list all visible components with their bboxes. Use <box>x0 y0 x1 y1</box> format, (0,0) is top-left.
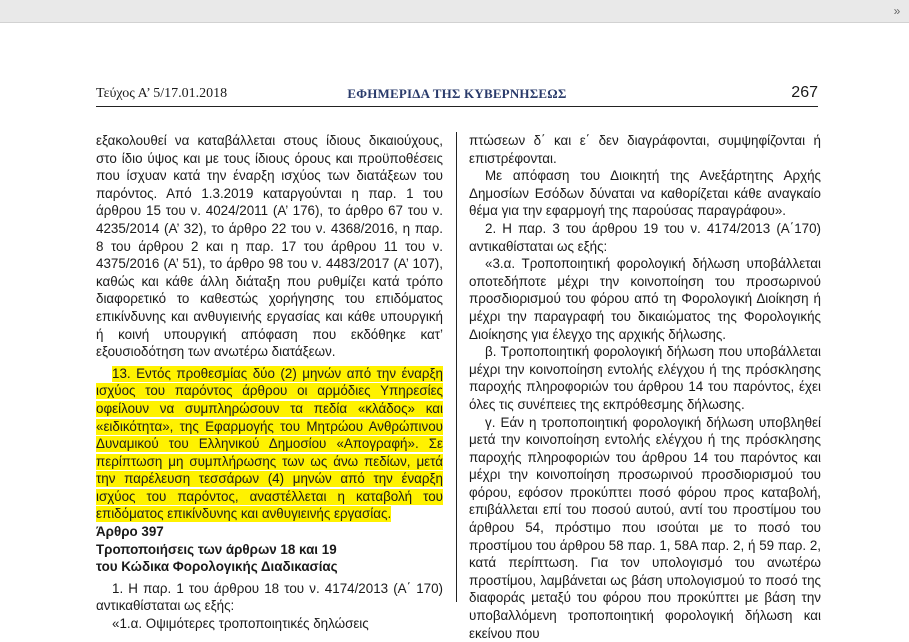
right-paragraph-1: πτώσεων δ΄ και ε΄ δεν διαγράφονται, συμψηφίζονται ή επιστρέφονται. <box>469 132 821 167</box>
left-paragraph-1: εξακολουθεί να καταβάλλεται στους ίδιους δικαιούχους, στο ίδιο ύψος και με τους ίδιους όρους και προϋποθέσεις που ίσχυαν κατά την έναρξη ισχύος των διατάξεων του παρόντος. Από 1.3.2019 καταργούνται η παρ. 1 του άρθρου 15 του ν. 4024/2011 (Α’ 176), το άρθρο 67 του ν. 4235/2014 (Α’ 32), το άρθρο 22 του ν. 4368/2016, η παρ. 8 του άρθρου 2 και η παρ. 17 του άρθρου 11 του ν. 4375/2016 (Α’ 51), το άρθρο 98 του ν. 4483/2017 (Α’ 107), καθώς και κάθε άλλη διάταξη που ρυθμίζει κατά τρόπο διαφορετικό το καθεστώς χορήγησης του επιδόματος επικίνδυνης και ανθυγιεινής εργασίας και κάθε υπουργική ή κοινή υπουργική απόφαση που εκδόθηκε κατ’ εξουσιοδότηση των ανωτέρω διατάξεων. <box>96 132 443 361</box>
issue-label: Τεύχος Α’ 5/17.01.2018 <box>96 86 227 102</box>
highlighted-text: 13. Εντός προθεσμίας δύο (2) μηνών από την έναρξη ισχύος του παρόντος άρθρου οι αρμόδιες Υπηρεσίες οφείλουν να συμπληρώσουν τα πεδία «κλάδος» και «ειδικότητα», της Εφαρμογής του Μητρώου Ανθρώπινου Δυναμικού του Ελληνικού Δημοσίου «Απογραφή». Σε περίπτωση μη συμπλήρωσης των ως άνω πεδίων, μετά την παρέλευση τεσσάρων (4) μηνών από την έναρξη ισχύος του παρόντος, αναστέλλεται η καταβολή του επιδόματος επικίνδυνης και ανθυγιεινής εργασίας. <box>96 366 443 523</box>
page-header <box>96 84 818 107</box>
right-paragraph-5: β. Τροποποιητική φορολογική δήλωση που υποβάλλεται μέχρι την κοινοποίηση εντολής ελέγχου ή της πρόσκλησης παροχής πληροφοριών του άρθρου 14 του παρόντος, έχει όλες τις συνέπειες της εκπρόθεσμης δήλωσης. <box>469 343 821 413</box>
article-subtitle-2: του Κώδικα Φορολογικής Διαδικασίας <box>96 558 443 576</box>
article-subtitle-1: Τροποποιήσεις των άρθρων 18 και 19 <box>96 541 443 559</box>
right-paragraph-3: 2. Η παρ. 3 του άρθρου 19 του ν. 4174/2013 (Α΄170) αντικαθίσταται ως εξής: <box>469 220 821 255</box>
gazette-title: ΕΦΗΜΕΡΙΔΑ ΤΗΣ ΚΥΒΕΡΝΗΣΕΩΣ <box>96 86 818 102</box>
page-number: 267 <box>791 84 818 102</box>
column-divider <box>456 132 457 602</box>
expand-icon[interactable]: » <box>890 4 904 18</box>
left-column <box>96 132 443 633</box>
article-title: Άρθρο 397 <box>96 523 443 541</box>
left-paragraph-art1: 1. Η παρ. 1 του άρθρου 18 του ν. 4174/2013 (Α΄ 170) αντικαθίσταται ως εξής: <box>96 580 443 615</box>
right-paragraph-2: Με απόφαση του Διοικητή της Ανεξάρτητης Αρχής Δημοσίων Εσόδων δύναται να καθορίζεται κάθε αναγκαίο θέμα για την εφαρμογή της παρούσας παραγράφου». <box>469 167 821 220</box>
left-paragraph-art1a: «1.α. Οψιμότερες τροποποιητικές δηλώσεις <box>96 615 443 633</box>
paragraph-13 <box>96 365 443 523</box>
right-column <box>469 132 821 642</box>
right-paragraph-6: γ. Εάν η τροποποιητική φορολογική δήλωση υποβληθεί μετά την κοινοποίηση εντολής ελέγχου ή της πρόσκλησης παροχής πληροφοριών του άρθρου 14 του παρόντος και μέχρι την κοινοποίηση προσωρινού προσδιορισμού του φόρου, εφόσον προκύπτει ποσό φόρου προς καταβολή, επιβάλλεται επί του ποσού αυτού, αντί του προστίμου του άρθρου 54, πρόστιμο που ισούται με το ποσό του προστίμου του άρθρου 58 παρ. 1, 58Α παρ. 2, ή 59 παρ. 2, κατά περίπτωση. Για τον υπολογισμό του ανωτέρω προστίμου, λαμβάνεται ως βάση υπολογισμού το ποσό της διαφοράς μεταξύ του φόρου που προκύπτει με βάση την υποβαλλόμενη τροποποιητική φορολογική δήλωση και εκείνου που <box>469 414 821 642</box>
right-paragraph-4: «3.α. Τροποποιητική φορολογική δήλωση υποβάλλεται οποτεδήποτε μέχρι την κοινοποίηση του προσωρινού προσδιορισμού του φόρου από τη Φορολογική Διοίκηση ή μέχρι την παραγραφή του δικαιώματος της Φορολογικής Διοίκησης για έλεγχο της αρχικής δήλωσης. <box>469 255 821 343</box>
viewer-toolbar <box>0 0 909 23</box>
